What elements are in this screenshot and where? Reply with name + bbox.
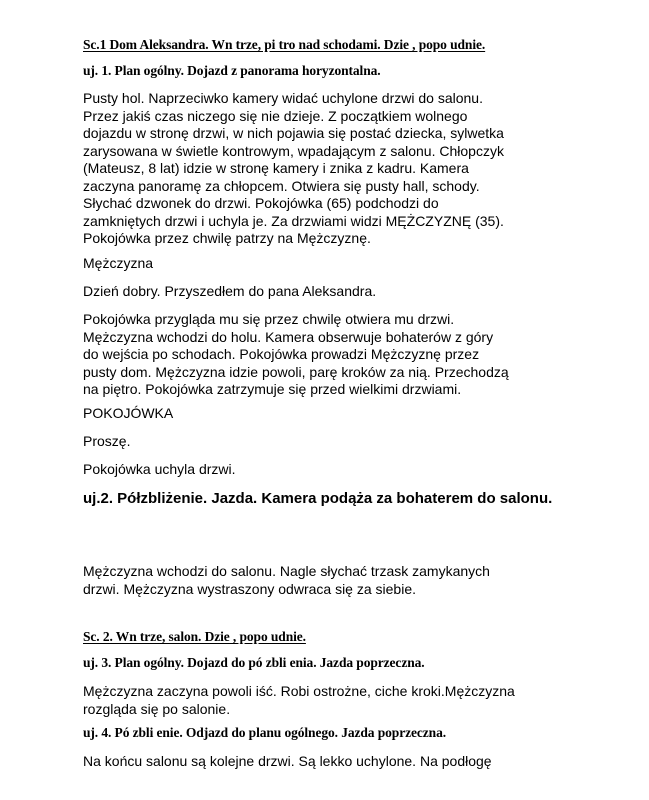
paragraph-line: pusty dom. Mężczyzna idzie powoli, parę kroków za nią. Przechodzą (83, 363, 509, 380)
paragraph-4 (83, 683, 563, 718)
paragraph-line: zaczyna panoramę za chłopcem. Otwiera się pusty hall, schody. (83, 177, 480, 194)
paragraph-line: zarysowana w świetle kontrowym, wpadającym z salonu. Chłopczyk (83, 142, 504, 159)
paragraph-line: na piętro. Pokojówka zatrzymuje się przed wielkimi drzwiami. (83, 381, 462, 397)
paragraph-line: Mężczyzna wchodzi do salonu. Nagle słychać trzask zamykanych (83, 563, 490, 579)
scene-1-heading: Sc.1 Dom Aleksandra. Wn trze, pi tro nad schodami. Dzie , popo udnie. (83, 37, 486, 52)
paragraph-line: drzwi. Mężczyzna wystraszony odwraca się za siebie. (83, 580, 417, 597)
shot-2-heading: uj.2. Półzbliżenie. Jazda. Kamera podąża za bohaterem do salonu. (83, 490, 553, 507)
paragraph-line: Pokojówka przez chwilę patrzy na Mężczyznę. (83, 230, 371, 246)
paragraph-line: Słychać dzwonek do drzwi. Pokojówka (65) podchodzi do (83, 195, 439, 211)
paragraph-line: Mężczyzna wchodzi do holu. Kamera obserwuje bohaterów z góry (83, 328, 494, 345)
paragraph-5 (83, 753, 563, 771)
paragraph-line: Pusty hol. Naprzeciwko kamery widać uchylone drzwi do salonu. (83, 90, 483, 106)
paragraph-line: Przez jakiś czas niczego się nie dzieje. Z początkiem wolnego (83, 107, 468, 124)
paragraph-line: zamkniętych drzwi i uchyla je. Za drzwiami widzi MĘŻCZYZNĘ (35). (83, 212, 504, 229)
paragraph-line: Mężczyzna zaczyna powoli iść. Robi ostrożne, ciche kroki.Mężczyzna (83, 683, 515, 699)
dialogue-line-2: Proszę. (83, 433, 131, 449)
dialogue-line-1: Dzień dobry. Przyszedłem do pana Aleksandra. (83, 283, 377, 299)
shot-1-heading: uj. 1. Plan ogólny. Dojazd z panorama horyzontalna. (83, 63, 381, 78)
paragraph-line: Pokojówka przygląda mu się przez chwilę otwiera mu drzwi. (83, 311, 455, 327)
paragraph-line: Na końcu salonu są kolejne drzwi. Są lekko uchylone. Na podłogę (83, 753, 492, 769)
paragraph-line: rozgląda się po salonie. (83, 700, 231, 717)
paragraph-line: (Mateusz, 8 lat) idzie w stronę kamery i znika z kadru. Kamera (83, 160, 469, 176)
scene-2-heading: Sc. 2. Wn trze, salon. Dzie , popo udnie. (83, 629, 306, 644)
shot-3-heading: uj. 3. Plan ogólny. Dojazd do pó zbli enia. Jazda poprzeczna. (83, 655, 425, 670)
paragraph-3 (83, 563, 563, 598)
paragraph-line: do wejścia po schodach. Pokojówka prowadzi Mężczyznę przez (83, 346, 480, 362)
paragraph-2 (83, 311, 563, 399)
action-line-1: Pokojówka uchyla drzwi. (83, 461, 236, 477)
speaker-1: Mężczyzna (83, 255, 154, 271)
speaker-2: POKOJÓWKA (83, 405, 174, 421)
shot-4-heading: uj. 4. Pó zbli enie. Odjazd do planu ogólnego. Jazda poprzeczna. (83, 725, 446, 740)
paragraph-line: dojazdu w stronę drzwi, w nich pojawia się postać dziecka, sylwetka (83, 125, 504, 141)
paragraph-1 (83, 90, 563, 248)
